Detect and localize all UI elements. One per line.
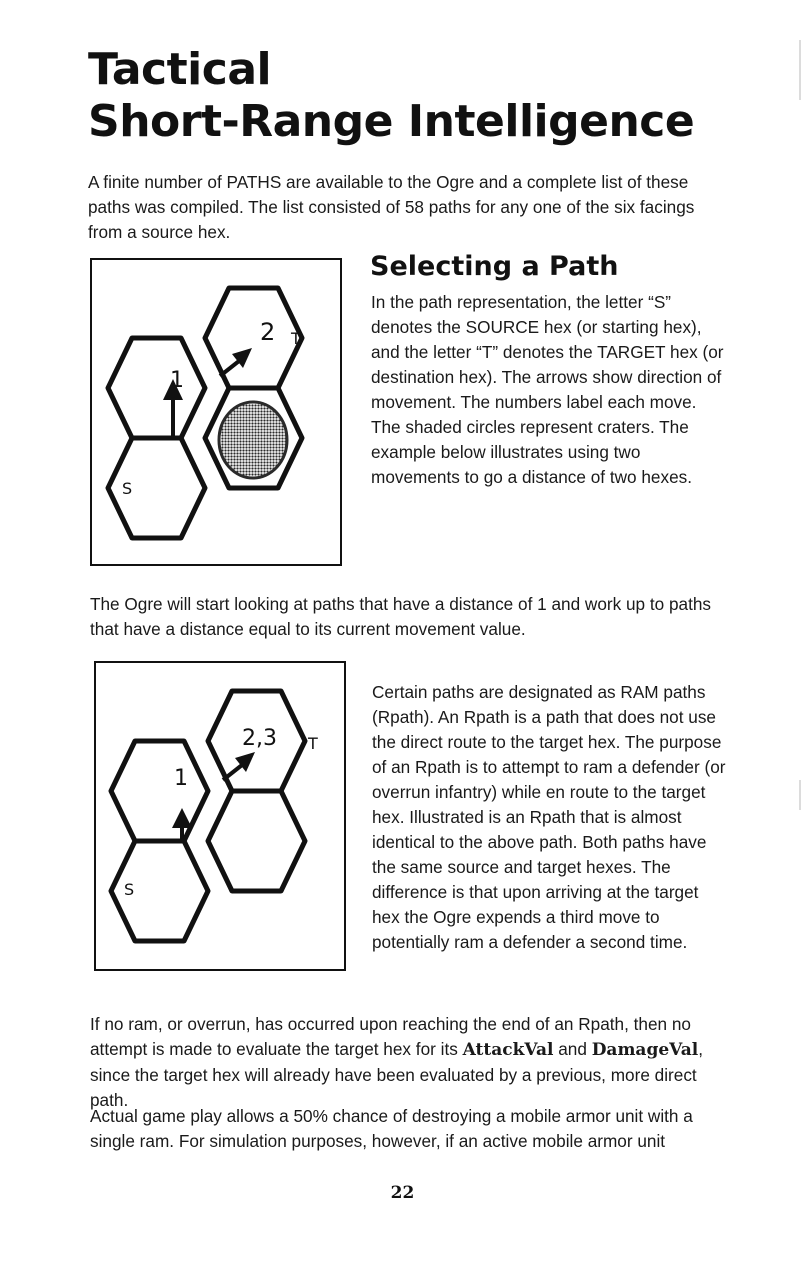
no-ram-text-1: If no ram, or overrun, has occurred upon reaching the end of an Rpath, then no attempt is made to evaluate the target hex for its [90,1014,691,1059]
crater-icon [219,402,287,478]
damageval-term: DamageVal [591,1040,699,1060]
hex-grid-2 [96,663,348,973]
page-edge-mark [799,780,801,810]
hex-left [111,741,208,841]
rpath-paragraph: Certain paths are designated as RAM paths (Rpath). An Rpath is a path that does not use the direct route to the target hex. The purpose of an Rpath is to attempt to ram a defender (or overrun infantry) while en route to the target hex. Illustrated is an Rpath that is almost identical to the above path. Both paths have the same source and target hexes. The difference is that upon arriving at the target hex the Ogre expends a third move to potentially ram a defender a second time. [372,682,726,952]
page-number: 22 [390,1183,415,1203]
move-2-label: 2 [260,318,276,346]
page-title [88,44,694,148]
move-1-label: 1 [174,766,188,791]
section-heading-selecting: Selecting a Path [370,251,619,282]
move-2-arrow-shaft [220,361,239,376]
target-label: T [291,329,301,348]
hex-lower-right [208,791,305,891]
title-line-1: Tactical [88,44,272,95]
hex-left [108,338,205,438]
hex-upper-right [205,288,302,388]
move-1-arrow-icon [172,808,192,828]
hex-grid-1 [92,260,344,568]
selecting-paragraph: In the path representation, the letter “S” denotes the SOURCE hex (or starting hex), and the letter “T” denotes the TARGET hex (or destination hex). The arrows show direction of movement. The numbers label each move. The shaded circles represent craters. The example below illustrates using two movements to go a distance of two hexes. [371,292,724,487]
source-label: S [124,880,135,899]
attackval-term: AttackVal [462,1040,554,1060]
no-ram-text-2: and [553,1039,592,1059]
no-ram-text-3: , since the target hex will already have been evaluated by a previous, more direct path. [90,1039,704,1110]
source-label: S [122,479,133,498]
path-diagram-2 [94,661,346,971]
move-2-3-label: 2,3 [242,726,277,751]
move-1-label: 1 [170,368,184,393]
path-diagram-1 [90,258,342,566]
distance-paragraph: The Ogre will start looking at paths that have a distance of 1 and work up to paths that have a distance equal to its current movement value. [90,594,712,639]
actual-play-paragraph: Actual game play allows a 50% chance of destroying a mobile armor unit with a single ram. For simulation purposes, however, if an active mobile armor unit [90,1106,693,1151]
title-line-2: Short-Range Intelligence [88,96,695,147]
page-edge-mark [799,40,801,100]
no-ram-paragraph [90,1012,730,1113]
target-label: T [308,734,318,753]
intro-paragraph: A finite number of PATHS are available to the Ogre and a complete list of these paths was compiled. The list consisted of 58 paths for any one of the six facings from a source hex. [88,172,695,242]
